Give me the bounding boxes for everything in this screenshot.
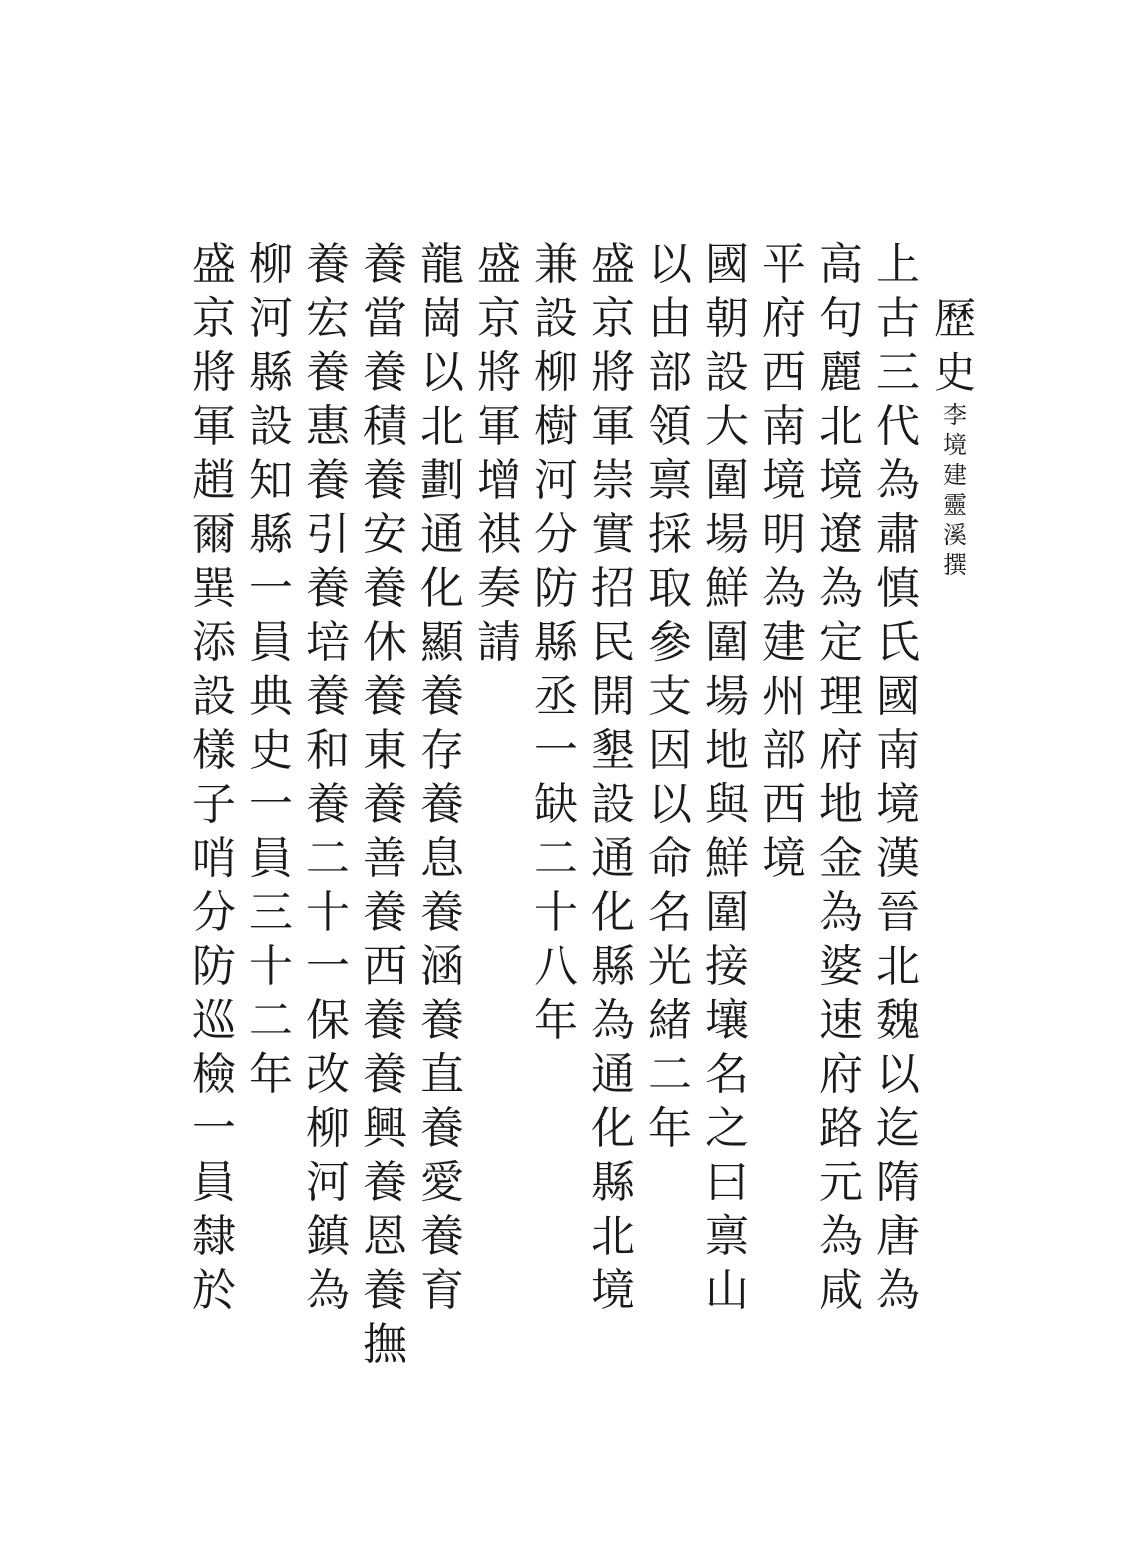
text-char: 設 [249,401,293,452]
text-char: 地 [705,725,749,776]
text-char: 年 [534,995,578,1046]
text-char: 為 [306,1265,350,1316]
text-char: 圍 [705,617,749,668]
text-char: 養 [420,1103,464,1154]
text-char: 二 [648,1049,692,1100]
text-char: 將 [477,347,521,398]
text-column-2 [813,238,869,1378]
text-char: 於 [192,1265,236,1316]
text-char: 肅 [876,509,920,560]
text-char: 名 [648,887,692,938]
text-char: 西 [762,779,806,830]
text-char: 養 [363,671,407,722]
text-char: 崇 [591,455,635,506]
text-char: 培 [306,617,350,668]
text-char: 善 [363,833,407,884]
text-char: 分 [192,887,236,938]
text-char: 兼 [534,239,578,290]
text-char: 名 [705,1049,749,1100]
text-char: 麗 [819,347,863,398]
text-char: 保 [306,995,350,1046]
text-char: 縣 [249,347,293,398]
text-char: 與 [705,779,749,830]
text-char: 哨 [192,833,236,884]
text-char: 化 [591,887,635,938]
text-char: 化 [591,1103,635,1154]
text-char: 取 [648,563,692,614]
text-char: 開 [591,671,635,722]
text-char: 金 [819,833,863,884]
text-char: 恩 [363,1211,407,1262]
text-char: 禀 [705,1211,749,1262]
text-char: 撫 [363,1319,407,1370]
text-char: 設 [534,293,578,344]
text-char: 高 [819,239,863,290]
text-char: 柳 [534,347,578,398]
text-char: 通 [420,509,464,560]
text-char: 一 [192,1103,236,1154]
text-char: 咸 [819,1265,863,1316]
text-column-10 [357,238,413,1378]
text-char: 隸 [192,1211,236,1262]
text-char: 養 [363,347,407,398]
text-char: 定 [819,617,863,668]
text-char: 為 [876,1265,920,1316]
text-char: 員 [249,617,293,668]
text-char: 改 [306,1049,350,1100]
text-char: 祺 [477,509,521,560]
author-char: 溪 [943,521,967,549]
text-char: 朝 [705,293,749,344]
text-char: 境 [819,455,863,506]
text-char: 南 [876,725,920,776]
text-char: 存 [420,725,464,776]
text-char: 添 [192,617,236,668]
text-char: 光 [648,941,692,992]
text-char: 建 [762,617,806,668]
text-char: 京 [192,293,236,344]
text-char: 北 [819,401,863,452]
text-char: 軍 [192,401,236,452]
text-char: 樹 [534,401,578,452]
text-char: 八 [534,941,578,992]
text-char: 龍 [420,239,464,290]
text-column-12 [243,238,299,1378]
text-char: 丞 [534,671,578,722]
text-char: 鎮 [306,1211,350,1262]
text-char: 員 [192,1157,236,1208]
text-char: 十 [306,887,350,938]
text-char: 養 [420,887,464,938]
text-char: 將 [192,347,236,398]
text-char: 一 [534,725,578,776]
text-char: 巡 [192,995,236,1046]
text-char: 迄 [876,1103,920,1154]
text-char: 知 [249,455,293,506]
text-char: 因 [648,725,692,776]
text-char: 柳 [306,1103,350,1154]
text-char: 為 [819,563,863,614]
text-char: 員 [249,833,293,884]
text-char: 請 [477,617,521,668]
text-char: 為 [819,887,863,938]
text-char: 養 [306,239,350,290]
author-char: 撰 [943,551,967,579]
text-char: 慎 [876,563,920,614]
text-char: 興 [363,1103,407,1154]
text-char: 墾 [591,725,635,776]
text-char: 接 [705,941,749,992]
text-char: 將 [591,347,635,398]
text-char: 通 [591,833,635,884]
text-char: 養 [420,779,464,830]
text-char: 設 [591,779,635,830]
text-char: 命 [648,833,692,884]
text-char: 養 [363,563,407,614]
text-char: 年 [249,1049,293,1100]
text-char: 養 [306,455,350,506]
text-char: 速 [819,995,863,1046]
text-column-6 [585,238,641,1378]
text-char: 明 [762,509,806,560]
text-char: 北 [876,941,920,992]
text-char: 十 [249,941,293,992]
text-char: 以 [648,779,692,830]
text-char: 設 [705,347,749,398]
text-column-5 [642,238,698,1378]
text-char: 奏 [477,563,521,614]
text-char: 缺 [534,779,578,830]
text-char: 防 [192,941,236,992]
text-char: 緒 [648,995,692,1046]
text-char: 分 [534,509,578,560]
text-char: 一 [249,563,293,614]
text-char: 北 [420,401,464,452]
text-char: 史 [249,725,293,776]
text-char: 三 [249,887,293,938]
text-char: 通 [591,1049,635,1100]
text-char: 為 [762,563,806,614]
text-char: 二 [534,833,578,884]
text-char: 典 [249,671,293,722]
text-char: 由 [648,293,692,344]
text-char: 縣 [591,1157,635,1208]
text-char: 養 [363,887,407,938]
text-char: 和 [306,725,350,776]
text-char: 巽 [192,563,236,614]
text-char: 代 [876,401,920,452]
text-char: 育 [420,1265,464,1316]
text-char: 宏 [306,293,350,344]
section-title-char-1: 歷 [933,294,976,343]
text-char: 州 [762,671,806,722]
text-column-9 [414,238,470,1378]
text-char: 句 [819,293,863,344]
text-char: 支 [648,671,692,722]
text-char: 府 [762,293,806,344]
text-char: 國 [876,671,920,722]
text-column-7 [528,238,584,1378]
text-char: 一 [306,941,350,992]
text-char: 招 [591,563,635,614]
text-char: 安 [363,509,407,560]
text-char: 晉 [876,887,920,938]
text-char: 惠 [306,401,350,452]
text-char: 理 [819,671,863,722]
text-char: 養 [363,995,407,1046]
text-char: 東 [363,725,407,776]
text-char: 養 [363,239,407,290]
text-char: 養 [420,1211,464,1262]
text-char: 南 [762,401,806,452]
text-char: 養 [306,671,350,722]
text-char: 當 [363,293,407,344]
author-char: 境 [943,431,967,459]
section-title-column [924,292,986,592]
text-char: 民 [591,617,635,668]
text-char: 引 [306,509,350,560]
text-char: 息 [420,833,464,884]
text-char: 養 [306,563,350,614]
text-char: 境 [876,779,920,830]
text-char: 顯 [420,617,464,668]
text-char: 積 [363,401,407,452]
text-char: 西 [363,941,407,992]
text-char: 地 [819,779,863,830]
text-char: 三 [876,347,920,398]
text-char: 縣 [249,509,293,560]
text-char: 防 [534,563,578,614]
text-char: 場 [705,671,749,722]
text-column-13 [186,238,242,1378]
text-char: 古 [876,293,920,344]
text-char: 爾 [192,509,236,560]
text-char: 上 [876,239,920,290]
text-char: 養 [363,455,407,506]
text-char: 隋 [876,1157,920,1208]
text-char: 以 [420,347,464,398]
vertical-text-block [186,238,926,1378]
text-char: 趙 [192,455,236,506]
text-char: 境 [762,833,806,884]
text-char: 氏 [876,617,920,668]
text-char: 元 [819,1157,863,1208]
text-char: 為 [591,995,635,1046]
text-char: 平 [762,239,806,290]
text-char: 年 [648,1103,692,1154]
text-char: 二 [306,833,350,884]
text-char: 愛 [420,1157,464,1208]
text-char: 養 [420,671,464,722]
text-char: 參 [648,617,692,668]
text-char: 養 [363,1157,407,1208]
text-char: 檢 [192,1049,236,1100]
text-char: 河 [306,1157,350,1208]
text-char: 以 [876,1049,920,1100]
text-column-11 [300,238,356,1378]
text-column-1 [870,238,926,1378]
text-char: 之 [705,1103,749,1154]
text-char: 西 [762,347,806,398]
text-char: 直 [420,1049,464,1100]
text-char: 盛 [591,239,635,290]
text-char: 涵 [420,941,464,992]
text-char: 設 [192,671,236,722]
text-char: 京 [477,293,521,344]
text-char: 壤 [705,995,749,1046]
text-char: 劃 [420,455,464,506]
text-char: 遼 [819,509,863,560]
text-char: 十 [534,887,578,938]
text-char: 部 [648,347,692,398]
text-char: 國 [705,239,749,290]
text-char: 曰 [705,1157,749,1208]
text-char: 境 [762,455,806,506]
text-char: 採 [648,509,692,560]
text-char: 休 [363,617,407,668]
text-char: 北 [591,1211,635,1262]
text-char: 樣 [192,725,236,776]
text-char: 增 [477,455,521,506]
text-char: 圍 [705,887,749,938]
text-char: 境 [591,1265,635,1316]
text-char: 魏 [876,995,920,1046]
text-char: 二 [249,995,293,1046]
text-char: 養 [363,1265,407,1316]
text-char: 化 [420,563,464,614]
text-char: 鮮 [705,833,749,884]
text-char: 養 [306,779,350,830]
author-line [943,400,967,580]
text-char: 漢 [876,833,920,884]
text-char: 縣 [534,617,578,668]
author-char: 建 [943,461,967,489]
text-column-4 [699,238,755,1378]
text-char: 養 [363,779,407,830]
section-title-char-2: 史 [933,348,976,397]
text-char: 縣 [591,941,635,992]
text-char: 養 [363,1049,407,1100]
text-char: 軍 [477,401,521,452]
text-char: 府 [819,1049,863,1100]
text-char: 禀 [648,455,692,506]
author-char: 李 [943,401,967,429]
text-char: 大 [705,401,749,452]
text-char: 盛 [477,239,521,290]
text-char: 山 [705,1265,749,1316]
text-char: 以 [648,239,692,290]
text-char: 為 [876,455,920,506]
text-char: 柳 [249,239,293,290]
text-char: 圍 [705,455,749,506]
text-char: 場 [705,509,749,560]
text-char: 部 [762,725,806,776]
text-char: 府 [819,725,863,776]
text-char: 養 [420,995,464,1046]
text-char: 為 [819,1211,863,1262]
text-column-3 [756,238,812,1378]
text-char: 崗 [420,293,464,344]
text-char: 京 [591,293,635,344]
text-char: 鮮 [705,563,749,614]
text-char: 河 [249,293,293,344]
text-char: 河 [534,455,578,506]
text-char: 子 [192,779,236,830]
text-char: 領 [648,401,692,452]
author-char: 靈 [943,491,967,519]
text-char: 唐 [876,1211,920,1262]
text-char: 婆 [819,941,863,992]
text-char: 實 [591,509,635,560]
text-column-8 [471,238,527,1378]
text-char: 盛 [192,239,236,290]
text-char: 養 [306,347,350,398]
text-char: 一 [249,779,293,830]
text-char: 軍 [591,401,635,452]
text-char: 路 [819,1103,863,1154]
